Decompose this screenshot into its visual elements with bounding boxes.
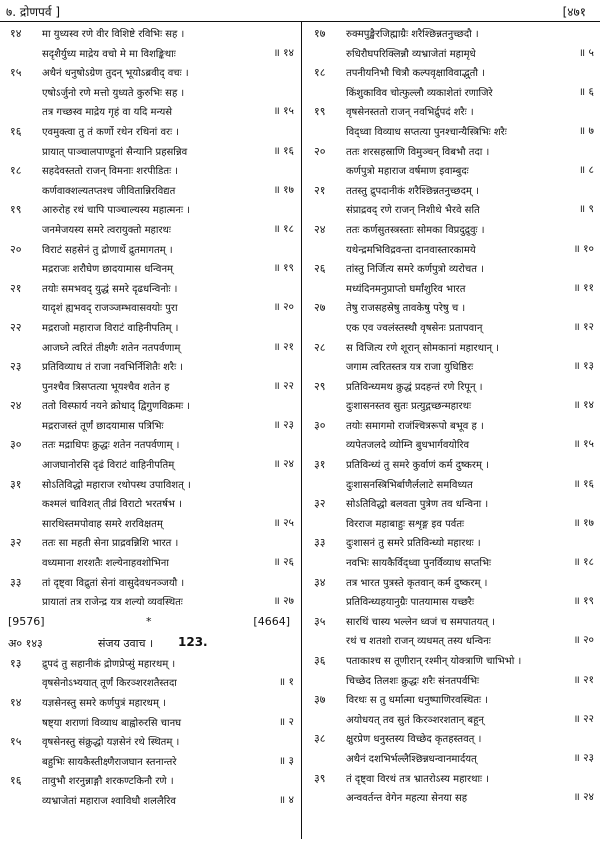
column-divider: [301, 22, 302, 839]
verse-line: [304, 220, 600, 240]
verse-text: मा युध्यस्व रणे वीर विशिष्टे रविभिः सह ।: [42, 29, 185, 40]
verse-marker: ॥ ५: [578, 46, 594, 59]
verse-text: मद्रराजस्तं तूर्णं छादयामास पत्रिभिः: [42, 420, 164, 432]
verse-number: २०: [314, 144, 326, 158]
verse-text: व्यपेतजलदे व्योम्नि बुधभार्गवयोरिव: [346, 440, 470, 452]
verse-line: [304, 200, 600, 220]
verse-text: दुःशासनं तु समरे प्रतिविन्ध्यो महारथः ।: [346, 538, 481, 550]
verse-line: [304, 279, 600, 299]
verse-line: [0, 396, 300, 416]
verse-marker: ॥ २०: [573, 634, 594, 647]
verse-number: ३०: [314, 418, 326, 432]
verse-line: [0, 771, 300, 791]
verse-text: सोऽतिविद्धो महाराज रथोपस्थ उपाविशत् ।: [42, 479, 191, 491]
verse-text: जगाम त्वरितस्तत्र यत्र राजा युधिष्ठिरः: [346, 362, 474, 374]
verse-line: [304, 435, 600, 455]
verse-text: बहुभिः सायकैस्तीक्ष्णैराजघान स्तनान्तरे: [42, 756, 177, 768]
separator-a: [9576]: [8, 614, 45, 628]
verse-text: विद्ध्वा विव्याध सप्तत्या पुनश्चान्यैस्त्रिभिः शरैः: [346, 126, 507, 138]
verse-marker: ॥ १९: [573, 595, 594, 608]
verse-text: ततस्तु द्रुपदानीकं शरैश्छिन्नतनुच्छदम् ।: [346, 185, 479, 197]
verse-line: [304, 24, 600, 44]
verse-line: [0, 161, 300, 181]
verse-text: जनमेजयस्य समरे त्वरायुक्तो महारथः: [42, 224, 171, 236]
verse-text: विरथः स तु धर्मात्मा धनुष्पाणिरवस्थितः ।: [346, 695, 488, 707]
verse-text: रुधिरौघपरिक्लिन्नौ व्यभ्राजेतां महामृधे: [346, 48, 476, 60]
verse-text: तत्र गच्छस्व माद्रेय गृहं वा यदि मन्यसे: [42, 107, 173, 119]
verse-line: [0, 514, 300, 534]
verse-line: [304, 631, 600, 651]
right-column: [304, 24, 600, 808]
verse-line: [0, 338, 300, 358]
page-number: [४७१: [562, 5, 586, 19]
verse-text: सारथिं चास्य भल्लेन ध्वजं च समपातयत् ।: [346, 616, 496, 628]
verse-text: क्षुरप्रेण धनुस्तस्य विच्छेद कृतहस्तवत् ।: [346, 734, 482, 746]
verse-number: २०: [10, 242, 22, 256]
verse-line: [304, 494, 600, 514]
verse-number: ३२: [314, 497, 326, 511]
verse-marker: ॥ १५: [273, 105, 294, 118]
verse-text: यथेन्द्रमभिविद्रवन्ता दानवास्तारकामये: [346, 244, 476, 256]
verse-marker: ॥ १७: [573, 516, 594, 529]
verse-line: [304, 749, 600, 769]
verse-line: [304, 651, 600, 671]
verse-text: मद्रराजो महाराज विराटं वाहिनीपतिम् ।: [42, 322, 179, 334]
verse-marker: ॥ २२: [573, 712, 594, 725]
verse-text: तावुभौ शरनुन्नाङ्गौ शरकण्टकिनौ रणे ।: [42, 776, 174, 788]
verse-line: [0, 435, 300, 455]
verse-marker: ॥ १६: [273, 144, 294, 157]
verse-line: [0, 279, 300, 299]
verse-number: ३१: [314, 458, 326, 472]
verse-line: [0, 592, 300, 612]
verse-text: सहदेवस्ततो राजन् विमनाः शरपीडितः ।: [42, 166, 179, 178]
verse-text: रुक्मपुङ्खैरजिह्माग्रैः शरैश्छिन्नतनुच्छदौ ।: [346, 29, 479, 40]
verse-line: [0, 24, 300, 44]
verse-text: आजघ्ने त्वरितं तीक्ष्णैः शतेन नतपर्वणाम्: [42, 342, 181, 354]
verse-line: [304, 788, 600, 808]
verse-text: तयोः समागमो राजंश्चित्ररूपो बभूव ह ।: [346, 420, 484, 432]
verse-marker: ॥ २२: [273, 379, 294, 392]
verse-text: अन्ववर्तन्त वेगेन महत्या सेनया सह: [346, 793, 468, 805]
verse-number: १९: [314, 105, 326, 119]
verse-line: [0, 200, 300, 220]
section-title: ७. द्रोणपर्व ]: [6, 5, 61, 19]
verse-number: १६: [10, 774, 22, 788]
verse-number: ३२: [10, 536, 22, 550]
verse-number: २२: [10, 320, 22, 334]
verse-line: [0, 220, 300, 240]
verse-line: [304, 240, 600, 260]
verse-line: [304, 416, 600, 436]
verse-number: ३७: [314, 693, 326, 707]
verse-marker: ॥ १९: [273, 262, 294, 275]
verse-marker: ॥ १०: [573, 242, 594, 255]
verse-text: ततः मद्राधिपः क्रुद्धः शतेन नतपर्वणाम् ।: [42, 440, 180, 452]
verse-line: [0, 240, 300, 260]
verse-line: [304, 612, 600, 632]
verse-line: [0, 44, 300, 64]
verse-line: [304, 102, 600, 122]
verse-line: [304, 122, 600, 142]
verse-number: १८: [10, 164, 22, 178]
verse-text: कश्मलं चाविशत् तीव्रं विराटो भरतर्षभ ।: [42, 499, 182, 511]
verse-text: विरराज महाबाहुः सशृङ्ग इव पर्वतः: [346, 518, 465, 530]
verse-number: ३०: [10, 438, 22, 452]
verse-number: २१: [10, 281, 22, 295]
verse-line: [0, 713, 300, 733]
verse-text: तयोः समभवद् युद्धं समरे दृढधन्विनोः ।: [42, 283, 178, 295]
verse-marker: ॥ २१: [273, 340, 294, 353]
verse-line: [0, 693, 300, 713]
verse-text: पुनश्चैव त्रिसप्तत्या भूयश्चैव शतेन ह: [42, 381, 170, 393]
verse-line: [304, 142, 600, 162]
verse-text: प्रतिविन्ध्यहयानुग्रैः पातयामास यच्छरैः: [346, 597, 475, 609]
verse-line: [304, 533, 600, 553]
verse-text: संप्राद्रवद् रणे राजन् निशीथे भैरवे सति: [346, 205, 480, 217]
verse-text: तपनीयनिभौ चित्रौ कल्पवृक्षाविवाद्भुतौ ।: [346, 68, 485, 80]
verse-line: [0, 533, 300, 553]
verse-text: तांस्तु निर्जित्य समरे कर्णपुत्रो व्यरोचत ।: [346, 264, 484, 276]
verse-line: [0, 142, 300, 162]
verse-text: एक एव ज्वलंस्तस्थौ वृषसेनः प्रतापवान्: [346, 322, 483, 334]
verse-text: प्रतिविन्ध्यमथ क्रुद्धं प्रदहन्तं रणे रिपून् ।: [346, 381, 483, 393]
verse-marker: ॥ २४: [573, 791, 594, 804]
verse-text: प्रतिविव्याध तं राजा नवभिर्निशितैः शरैः ।: [42, 362, 184, 374]
verse-text: दुःशासनस्तव सुतः प्रत्युद्गच्छन्महारथः: [346, 401, 471, 413]
separator-c: [4664]: [253, 614, 290, 628]
verse-text: द्रुपदं तु सहानीकं द्रोणप्रेप्सुं महारथम् ।: [42, 658, 176, 670]
verse-line: [0, 181, 300, 201]
verse-text: तां दृष्ट्वा विद्रुतां सेनां वासुदेवधनञ्जयौ ।: [42, 577, 185, 589]
verse-marker: ॥ २०: [273, 301, 294, 314]
verse-line: [0, 673, 300, 693]
verse-line: [304, 729, 600, 749]
verse-text: तेषु राजसहस्रेषु तावकेषु परेषु च ।: [346, 303, 466, 315]
verse-line: [0, 732, 300, 752]
chapter-c: 123.: [178, 634, 208, 649]
verse-text: वृषसेनोऽभ्ययात् तूर्णं किरञ्शरशतैस्तदा: [42, 678, 177, 690]
verse-number: ३४: [314, 575, 326, 589]
verse-number: १४: [10, 27, 22, 40]
verse-text: यज्ञसेनस्तु समरे कर्णपुत्रं महारथम् ।: [42, 698, 166, 709]
verse-text: मद्रराजः शरौघेण छादयामास धन्विनम्: [42, 264, 174, 276]
verse-text: किंशुकाविव चोत्फुल्लौ व्यकाशेतां रणाजिरे: [346, 87, 493, 99]
verse-marker: ॥ १३: [573, 360, 594, 373]
verse-text: अयोधयत् तव सुतं किरञ्शरशतान् बहून्: [346, 714, 484, 726]
verse-marker: ॥ १८: [273, 222, 294, 235]
verse-line: [0, 122, 300, 142]
verse-line: [304, 592, 600, 612]
verse-line: [304, 259, 600, 279]
verse-line: [0, 573, 300, 593]
verse-text: वृषसेनस्तु संक्रुद्धो यज्ञसेनं रथे स्थितम् ।: [42, 737, 180, 749]
verse-number: २७: [314, 301, 326, 315]
verse-text: चिच्छेद तिलशः क्रुद्धः शरैः संनतपर्वभिः: [346, 675, 480, 687]
verse-marker: ॥ १५: [573, 438, 594, 451]
verse-number: १५: [10, 66, 22, 80]
verse-line: [304, 396, 600, 416]
verse-number: ३९: [314, 771, 326, 785]
verse-line: [304, 710, 600, 730]
verse-marker: ॥ २१: [573, 673, 594, 686]
verse-text: विराटं सहसेनं तु द्रोणार्थे द्रुतमागतम् ।: [42, 244, 173, 256]
page-header: [0, 3, 600, 22]
verse-number: २३: [10, 360, 22, 374]
verse-line: [0, 357, 300, 377]
verse-marker: ॥ १८: [573, 556, 594, 569]
verse-marker: ॥ ६: [578, 85, 594, 98]
verse-text: दुःशासनस्त्रिभिर्बाणैर्ललाटे समविध्यत: [346, 479, 473, 491]
verse-line: [0, 63, 300, 83]
verse-line: [0, 298, 300, 318]
verse-text: यादृशं ह्यभवद् राजञ्जम्भवासवयोः पुरा: [42, 303, 178, 315]
verse-line: [0, 752, 300, 772]
verse-marker: ॥ २३: [573, 751, 594, 764]
verse-text: वध्यमाना शरशतैः शल्येनाहवशोभिना: [42, 558, 169, 570]
verse-line: [304, 671, 600, 691]
verse-line: [0, 654, 300, 674]
verse-marker: ॥ २५: [273, 516, 294, 529]
verse-text: एवमुक्त्वा तु तं कर्णो रथेन रथिनां वरः ।: [42, 126, 180, 138]
verse-marker: ॥ १२: [573, 320, 594, 333]
verse-marker: ॥ ८: [578, 164, 594, 177]
verse-text: ततः शरसहस्राणि विमुञ्चन् विबभौ तदा ।: [346, 146, 490, 158]
verse-line: [304, 298, 600, 318]
verse-line: [304, 769, 600, 789]
verse-line: [304, 181, 600, 201]
verse-number: ३८: [314, 732, 326, 746]
verse-number: २४: [10, 399, 22, 413]
verse-number: २१: [314, 183, 326, 197]
verse-line: [0, 791, 300, 811]
verse-line: [304, 377, 600, 397]
verse-number: ३६: [314, 654, 326, 667]
verse-marker: ॥ ४: [278, 793, 294, 806]
verse-line: [0, 553, 300, 573]
verse-line: [0, 259, 300, 279]
verse-marker: ॥ ७: [578, 124, 594, 137]
verse-text: आजघानोरसि दृढं विराटं वाहिनीपतिम्: [42, 460, 175, 472]
verse-line: [304, 455, 600, 475]
verse-text: सोऽतिविद्धो बलवता पुत्रेण तव धन्विना ।: [346, 499, 489, 511]
verse-text: षष्ट्या शराणां विव्याध बाह्वोरुरसि चानघ: [42, 717, 182, 729]
verse-number: २४: [314, 222, 326, 236]
verse-line: [304, 63, 600, 83]
verse-line: [0, 455, 300, 475]
verse-text: कर्णवाक्शल्यतप्तश्च जीवितान्निरविद्यत: [42, 185, 176, 197]
verse-marker: ॥ १७: [273, 183, 294, 196]
verse-text: कर्णपुत्रो महाराज वर्षमाण इवाम्बुदः: [346, 166, 469, 178]
verse-number: १४: [10, 696, 22, 709]
verse-line: [304, 573, 600, 593]
verse-text: अथैनं दशभिर्भल्लैश्छिन्नधन्वानमार्दयत्: [346, 753, 477, 765]
verse-line: [304, 338, 600, 358]
chapter-b: संजय उवाच ।: [98, 636, 154, 650]
verse-line: [304, 44, 600, 64]
verse-marker: ॥ ९: [578, 203, 594, 216]
verse-line: [0, 102, 300, 122]
chapter-heading: [0, 633, 300, 654]
verse-line: [0, 416, 300, 436]
verse-line: [0, 83, 300, 103]
verse-line: [304, 318, 600, 338]
verse-text: नवभिः सायकैर्विद्ध्वा पुनर्विव्याध सप्तभिः: [346, 558, 492, 570]
verse-text: सारथिस्तमपोवाह समरे शरविक्षतम्: [42, 518, 163, 530]
verse-line: [304, 357, 600, 377]
verse-text: सदृशैर्युध्य माद्रेय वचो मे मा विशङ्किथाः: [42, 48, 176, 60]
chapter-separator: [0, 612, 300, 633]
verse-marker: ॥ १६: [573, 477, 594, 490]
verse-number: ३१: [10, 477, 22, 491]
verse-text: आरुरोह रथं चापि पाञ्चाल्यस्य महात्मनः ।: [42, 205, 190, 217]
verse-text: प्रायात् पाञ्चालपाण्डूनां सैन्यानि प्रहसन्निव: [42, 146, 188, 158]
verse-line: [304, 161, 600, 181]
left-column: [0, 24, 300, 811]
chapter-a: अ० १४३: [8, 636, 43, 650]
verse-text: तत्र भारत पुत्रस्ते कृतवान् कर्म दुष्करम् ।: [346, 577, 488, 589]
verse-line: [304, 514, 600, 534]
verse-text: स विजित्य रणे शूरान् सोमकानां महारथान् ।: [346, 342, 500, 354]
verse-number: २८: [314, 340, 326, 354]
verse-line: [304, 475, 600, 495]
verse-marker: ॥ ३: [278, 754, 294, 767]
verse-text: ततो विस्फार्य नयने क्रोधाद् द्विगुणविक्रमः ।: [42, 401, 191, 413]
verse-text: रथं च शतशो राजन् व्यधमत् तस्य धन्विनः: [346, 636, 491, 648]
verse-number: ३५: [314, 614, 326, 628]
verse-text: अथैनं धनुषोऽग्रेण तुदन् भूयोऽब्रवीद् वचः ।: [42, 68, 189, 80]
verse-marker: ॥ २: [278, 715, 294, 728]
verse-marker: ॥ २७: [273, 595, 294, 608]
verse-text: ततः सा महती सेना प्राद्रवन्निशि भारत ।: [42, 538, 179, 550]
verse-marker: ॥ ११: [573, 281, 594, 294]
verse-number: १५: [10, 735, 22, 749]
verse-number: ३३: [10, 575, 22, 589]
verse-number: १९: [10, 203, 22, 217]
verse-text: मध्यंदिनमनुप्राप्तो घर्मांशुरिव भारत: [346, 283, 466, 295]
verse-line: [304, 553, 600, 573]
verse-marker: ॥ १४: [273, 46, 294, 59]
verse-text: तं दृष्ट्वा विरथं तत्र भ्रातरोऽस्य महारथाः ।: [346, 773, 490, 785]
verse-marker: ॥ १४: [573, 399, 594, 412]
verse-text: वृषसेनस्ततो राजन् नवभिर्द्रुपदं शरैः ।: [346, 107, 474, 119]
verse-text: व्यभ्राजेतां महाराज श्वाविधौ शललैरिव: [42, 795, 176, 807]
verse-marker: ॥ २४: [273, 458, 294, 471]
separator-b: *: [146, 614, 152, 628]
verse-number: १६: [10, 124, 22, 138]
verse-text: प्रतिविन्ध्यं तु समरे कुर्वाणं कर्म दुष्करम् ।: [346, 460, 489, 472]
verse-marker: ॥ २३: [273, 418, 294, 431]
verse-line: [0, 475, 300, 495]
verse-text: प्रायातां तत्र राजेन्द्र यत्र शल्यो व्यवस्थितः: [42, 597, 183, 609]
verse-text: एषोऽर्जुनो रणे मत्तो युध्यते कुरुभिः सह ।: [42, 87, 185, 99]
verse-number: ३३: [314, 536, 326, 550]
verse-text: पताकाश्च स तूणीरान् रश्मीन् योक्त्राणि चाभिभो ।: [346, 656, 522, 667]
verse-text: ततः कर्णसुतस्त्रस्ताः सोमका विप्रदुद्रुवुः ।: [346, 224, 485, 236]
verse-line: [304, 83, 600, 103]
verse-number: १३: [10, 656, 22, 670]
verse-line: [0, 494, 300, 514]
verse-line: [304, 690, 600, 710]
verse-line: [0, 318, 300, 338]
verse-number: १७: [314, 27, 326, 40]
verse-marker: ॥ २६: [273, 556, 294, 569]
verse-line: [0, 377, 300, 397]
verse-marker: ॥ १: [278, 676, 294, 689]
verse-number: २६: [314, 262, 326, 276]
verse-number: १८: [314, 66, 326, 80]
verse-number: २९: [314, 379, 326, 393]
